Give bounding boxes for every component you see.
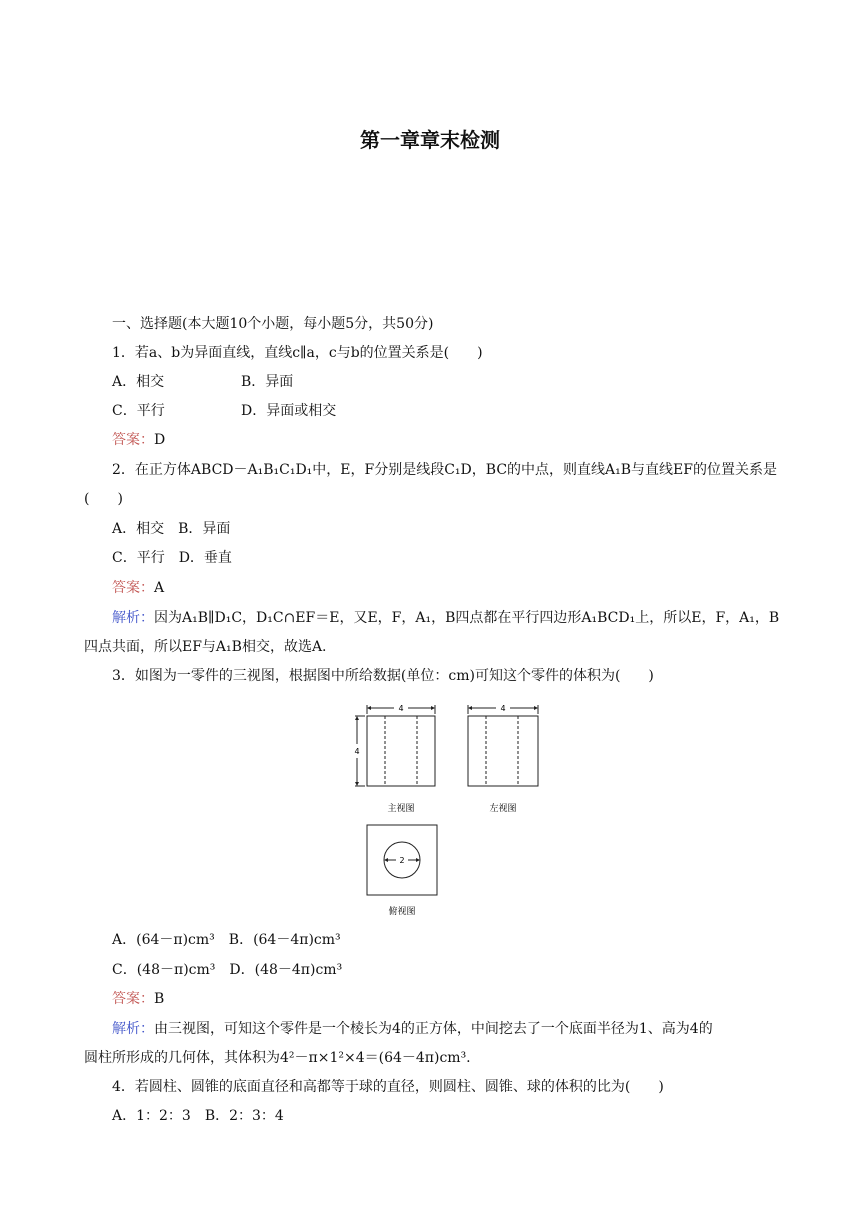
front-view-label: 主视图 <box>387 804 415 814</box>
q3-stem: 3．如图为一零件的三视图，根据图中所给数据(单位：cm)可知这个零件的体积为( ) <box>112 668 654 684</box>
explanation-text: 由三视图，可知这个零件是一个棱长为4的正方体，中间挖去了一个底面半径为1、高为4的 <box>154 1021 713 1037</box>
top-view <box>367 825 437 917</box>
front-view <box>354 704 435 814</box>
q2-stem-line2: ( ) <box>84 491 123 507</box>
q2-explanation-line1 <box>112 608 779 628</box>
q1-option-a: A．相交 <box>112 374 165 390</box>
q1-stem: 1．若a、b为异面直线，直线c∥a，c与b的位置关系是( ) <box>112 345 483 361</box>
q4-options-ab: A．1：2：3 B．2：3：4 <box>112 1108 284 1124</box>
side-view-label: 左视图 <box>489 804 517 814</box>
answer-value: B <box>154 991 165 1007</box>
top-view-label: 俯视图 <box>388 907 416 917</box>
q4-stem: 4．若圆柱、圆锥的底面直径和高都等于球的直径，则圆柱、圆锥、球的体积的比为( ) <box>112 1079 664 1095</box>
answer-label: 答案： <box>112 432 154 448</box>
top-diameter-dimension: 2 <box>399 856 405 865</box>
q2-options-ab: A．相交 B．异面 <box>112 521 231 537</box>
q1-option-d: D．异面或相交 <box>241 403 337 419</box>
q2-options-cd: C．平行 D．垂直 <box>112 550 232 566</box>
q3-explanation-line1 <box>112 1019 713 1039</box>
explanation-text: 因为A₁B∥D₁C，D₁C∩EF＝E，又E，F，A₁，B四点都在平行四边形A₁BCD₁上，所以E，F，A₁，B <box>154 610 780 626</box>
q3-explanation-line2: 圆柱所形成的几何体，其体积为4²－π×1²×4＝(64－4π)cm³. <box>84 1050 471 1066</box>
answer-value: A <box>154 580 165 596</box>
answer-label: 答案： <box>112 580 154 596</box>
side-width-dimension: 4 <box>500 704 506 713</box>
front-height-dimension: 4 <box>354 747 360 756</box>
three-view-figure <box>340 700 570 918</box>
side-view <box>468 704 538 814</box>
q1-answer <box>112 430 165 450</box>
page-title: 第一章章末检测 <box>360 128 500 152</box>
answer-value: D <box>154 432 166 448</box>
explanation-label: 解析： <box>112 610 154 626</box>
q2-explanation-line2: 四点共面，所以EF与A₁B相交，故选A. <box>84 639 327 655</box>
q2-answer <box>112 578 164 598</box>
q2-stem-line1: 2．在正方体ABCD－A₁B₁C₁D₁中，E，F分别是线段C₁D，BC的中点，则直线A₁B与直线EF的位置关系是 <box>112 462 777 478</box>
q3-answer <box>112 989 164 1009</box>
answer-label: 答案： <box>112 991 154 1007</box>
q3-options-ab: A．(64－π)cm³ B．(64－4π)cm³ <box>112 932 341 948</box>
explanation-label: 解析： <box>112 1021 154 1037</box>
q3-options-cd: C．(48－π)cm³ D．(48－4π)cm³ <box>112 962 343 978</box>
q1-option-b: B．异面 <box>241 374 294 390</box>
section-heading: 一、选择题(本大题10个小题，每小题5分，共50分) <box>112 316 434 332</box>
q1-option-c: C．平行 <box>112 403 165 419</box>
front-width-dimension: 4 <box>398 704 404 713</box>
